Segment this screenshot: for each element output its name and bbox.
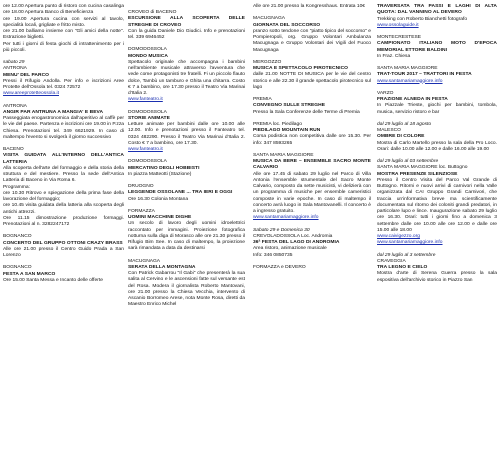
- event-description: Con la guida Daniele Dio Giudici. Info e prenotazioni tel. 339 6946452: [128, 28, 245, 40]
- event-title: FESTA A SAN MARCO: [3, 271, 56, 277]
- event-title: TRAVERSATA TRA PASSI E LAGHI DI ALTA QUOTA: DAL VANNINO AL DEVERO: [377, 4, 497, 16]
- event-link[interactable]: www.fanteatro.it: [128, 97, 163, 103]
- event-title: SERATA DELLA MONTAGNA: [128, 264, 196, 270]
- event-title: OMBRE DI COLORE: [377, 134, 425, 140]
- event-title: PIEDILAGO MOUNTAIN RUN: [253, 128, 321, 133]
- event-description: Ore 11.15 dimostrazione produzione formaggi. Prenotazioni al n. 3282247172: [3, 215, 124, 227]
- event-title: CONVEGNO SULLE STREGHE: [253, 103, 326, 109]
- event-description: Corsa podistica non competitiva dalle ore 15.30. Per info: 347 8593265: [253, 134, 371, 146]
- event-location: DOMODOSSOLA: [128, 159, 167, 165]
- event-location: SANTA MARIA MAGGIORE: [253, 152, 314, 158]
- event-description: Area ristoro, animazione musicale: [253, 246, 327, 252]
- event-description: Ore 16.30 Colonia Montana: [128, 196, 189, 202]
- event-title: MOSTRA PRESENZE SILENZIOSE: [377, 171, 458, 177]
- event-description: Alla scoperta dell'arte del formaggio e della storia della struttura e del mestiere. Presso la sede dell'Antica Latteria di Baceno in Via Roma 6.: [3, 165, 124, 184]
- event-title: VISITA GUIDATA ALL'INTERNO DELL'ANTICA LATTERIA: [3, 153, 124, 165]
- event-link[interactable]: www.santamariamaggiore.info: [377, 240, 443, 246]
- event-description: ore 18.00 Apertura Banco di Beneficienza: [3, 10, 94, 16]
- event-description: Per tutti i giorni di festa giochi di intrattenimento per i più piccoli.: [3, 41, 124, 53]
- event-location: DRUOGNO: [128, 184, 154, 189]
- event-link[interactable]: www.santamariamaggiore.info: [253, 215, 319, 221]
- event-location: PREMIA: [253, 97, 272, 102]
- event-location: CREVOLADOSSOLA Loc. Andromia: [253, 233, 333, 239]
- event-title: MUSICA E SPETTACOLO PIROTECNICO: [253, 66, 349, 71]
- event-date: Sabato 29 e Domenica 30: [253, 227, 310, 233]
- event-date: dal 29 luglio al 18 agosto: [377, 121, 432, 127]
- event-location: BACENO: [3, 147, 24, 152]
- event-title: TRA LEGNO E CIELO: [377, 265, 428, 270]
- column-4: [377, 4, 497, 284]
- event-title: GIORNATA DEL SOCCORSO: [253, 22, 321, 28]
- event-description: Con Patrick Gabarrou "Il Gabi" che presenterà la sua salita al Cervino e le ascensioni fatte sul versante est del Rosa. Modera il giornalista Roberto Mantovani, ore 21.00 presso la Chiesa Vecchia, intervento di Ascanio Borromeo Arese, nota Monte Rosa, diretti da Maestro Enrico Michel: [128, 271, 245, 308]
- event-description: Trekking con Roberto Bianchetti fotografo: [377, 16, 468, 22]
- event-location: VARZO: [377, 90, 394, 96]
- event-description: dalle 21.00 NOTTE DI MUSICA per le vie del centro storico e alle 22.30 il grande spettacolo pirotecnico sul lago: [253, 72, 371, 90]
- event-description: In Fraz. Chiesa: [377, 53, 411, 59]
- event-title: CAMPIONATO ITALIANO MOTO D'EPOCA MEMORIAL ETTORE BALDINI: [377, 41, 497, 53]
- event-title: TRAT-TOUR 2017 – TRATTORI IN FESTA: [377, 72, 472, 78]
- event-location: MALESCO: [377, 128, 401, 133]
- event-description: Info: 346 0850735: [253, 252, 293, 258]
- event-description: In piazza Matteotti (Stazione): [128, 171, 192, 177]
- event-description: Alle ore 21.00 presso il Centro Guido Prada a San Lorenzo: [3, 246, 124, 258]
- event-link[interactable]: www.ossolaguide.it: [377, 22, 419, 28]
- event-location: CROVEO di BACENO: [128, 10, 177, 15]
- event-description: ore 19.00 Apertura cucina con servizi al tavolo, specialità locali, grigliate e fritto misto.: [3, 16, 124, 28]
- event-title: STORIE ANIMATE: [128, 115, 170, 121]
- event-location: ANTRONA: [3, 66, 27, 72]
- event-description: pranzo sotto tendone con "piatto tipico del soccorso" e Pompieropoli, org. Gruppo Volontari Ambulanza Macugnaga e Gruppo Volontari dei Vigili del Fuoco Macugnaga: [253, 28, 371, 53]
- event-description: Pressi il Rifugio Andolla. Per info e iscrizioni Aree Protette dell'Ossola tel. 0324 72572: [3, 78, 124, 90]
- event-title: FRAZIONE ALNEDA IN FESTA: [377, 97, 448, 102]
- event-title: ANGIR PAR ANTRUNA A MANGIA' E BEVA: [3, 109, 104, 115]
- column-2: [128, 4, 245, 309]
- event-title: LEGGENDE OSSOLANE ... TRA IERI E OGGI: [128, 190, 233, 196]
- event-title: MONDO MUSICA: [128, 53, 168, 59]
- event-description: Presso la Sala Conferenze delle Terme di Premia: [253, 109, 360, 115]
- event-description: Presso il Centro Visita del Parco Val Grande di Buttogno. Ritorni e nuovi arrivi di carnivori nella Valle organizzata dal CAI Gruppo Grandi Carnivori, che traccia un'informativa breve ma scientificamente documentata sul ritorno dei coloniti grandi predatori, in particolare lupo e lince. Inaugurazione sabato 29 luglio ore 16.30. Orari: tutti i giorni fino a domenica 3 settembre dalle ore 10.00 alle ore 12.00 e dalle ore 15.00 alle 18.00: [377, 177, 497, 233]
- event-location: PREMIA loc. Piedilago: [253, 121, 302, 127]
- event-description: Spettacolo originale che accompagna i bambini nell'ambiente musicale attraverso l'avventura che vede come protagonisti tre fratelli. Fi un piccolo flauto dolce, Tambù un tamburo e Ghita una chitarra. Costo € 7 a bambino, ore 17.30 presso il Teatro Via Marinai d'Italia 2.: [128, 59, 245, 96]
- event-description: ore 10.30 Ritrovo e spiegazione della prima fase della lavorazione del formaggio;: [3, 190, 124, 202]
- event-description: Ore 15.00 Santa Messa e Incanto delle offerte: [3, 277, 103, 283]
- column-3: [253, 4, 371, 271]
- event-title: ESCURSIONE ALLA SCOPERTA DELLE STREGHE DI CROVEO: [128, 16, 245, 28]
- event-location: DOMODOSSOLA: [128, 47, 167, 53]
- event-description: ore 10.45 visita guidata della latteria alla scoperta degli antichi attrezzi.: [3, 203, 124, 215]
- event-description: Letture animate per bambini dalle ore 10.00 alle 12.00. Info e prenotazioni presso il Fanteatro tel. 0324 482290. Presso il Teatro Via Marinai d'Italia 2. Costo € 7 a bambino, ore 17.30.: [128, 122, 245, 146]
- event-date: dal 29 luglio al 3 settembre: [377, 252, 436, 258]
- event-link[interactable]: www.santamariamaggiore.info: [377, 78, 443, 84]
- event-title: UOMINI MACCHINE DIGHE: [128, 215, 192, 220]
- event-location: MACUGNAGA: [128, 258, 161, 264]
- event-description: ore 12.00 Apertura punto di ristoro con cucina casalinga: [3, 4, 124, 9]
- event-location: SANTA MARIA MAGGIORE loc. Buttogno: [377, 165, 468, 171]
- event-description: Passeggiata enogastronomica dall'aperitivo al caffè per le vie del paese. Partenza e iscrizioni ore 19.00 in P.zza Chiesa. Prenotazioni tel. 349 6621929. In caso di maltempo l'evento si svolgerà il giorno successivo: [3, 116, 124, 140]
- event-title: MUSICA DA BERE – ENSEMBLE SACRO MONTE CALVARIO: [253, 159, 371, 171]
- event-location: DOMODOSSOLA: [128, 109, 167, 115]
- event-title: MENU' DEL PARCO: [3, 72, 50, 78]
- event-date: sabato 29: [3, 60, 25, 65]
- event-location: ANTRONA: [3, 103, 27, 109]
- event-location: MACUGNAGA: [253, 16, 286, 22]
- event-link[interactable]: www.fanteatro.it: [128, 147, 163, 152]
- event-title: CONCERTO DEL GRUPPO OTTONI CRAZY BRASS: [3, 240, 123, 246]
- event-location: SANTA MARIA MAGGIORE: [377, 66, 438, 71]
- event-link[interactable]: www.caivigezzo.org: [377, 234, 420, 239]
- event-description: ore 21.00 balliamo insieme con "Gli amici della notte". Estrazione biglietti.: [3, 29, 124, 41]
- event-location: FORMAZZA e DEVERO: [253, 264, 306, 270]
- event-location: MONTECRESTESE: [377, 35, 422, 40]
- event-description: Alle ore 21.00 presso la Kongresshaus. Entrata 10€: [253, 4, 366, 9]
- event-title: 36ª FESTA DEL LAGO DI ANDROMIA: [253, 240, 340, 245]
- event-description: Mostra d'arte di Serena Guerra presso la sala espositiva dell'archivio storico in Piazzo San: [377, 271, 497, 283]
- event-location: BOGNANCO: [3, 234, 32, 240]
- event-description: Un secolo di lavoro degli uomini idroelettrici raccontato per immagini. Proiezione fotografica notturna sulla diga di Morasco alle ore 21.30 presso il Rifugio Bim See. In caso di maltempo, la proiezione sarà rimandata a data da destinarsi: [128, 221, 245, 252]
- event-date: dal 29 luglio al 03 settembre: [377, 159, 439, 164]
- column-1: [3, 4, 124, 284]
- event-location: CRAVEGGIA: [377, 258, 406, 264]
- event-title: MERCATINO DEGLI HOBBISTI: [128, 165, 200, 171]
- event-location: FORMAZZA: [128, 208, 155, 214]
- event-location: MERGOZZO: [253, 59, 282, 65]
- event-description: Programma:: [3, 184, 30, 190]
- event-description: Mostra di Carlo Martello presso la sala della Pro Loco. Orari: dalle 10.00 alle 12.00 e dalle 16.00 alle 19.00: [377, 140, 497, 152]
- event-description: In Piazzale Trieste, giochi per bambini, tombola, musica, servizio ristoro e bar: [377, 103, 497, 115]
- event-link[interactable]: www.areeprotetteossola.it: [3, 91, 59, 97]
- event-location: BOGNANCO: [3, 265, 32, 271]
- event-description: Alle ore 17.45 di sabato 29 luglio nel Parco di Villa Antonia l'ensemble strumentale del Sacro Monte Calvario, composto da sette musicisti, vi delizierà con un programma di musiche per ensemble cameristici composte in varie epoche. In caso di maltempo il concerto avrà luogo in Sala Mantovanelli. Il concerto è a ingresso gratuito.: [253, 171, 371, 214]
